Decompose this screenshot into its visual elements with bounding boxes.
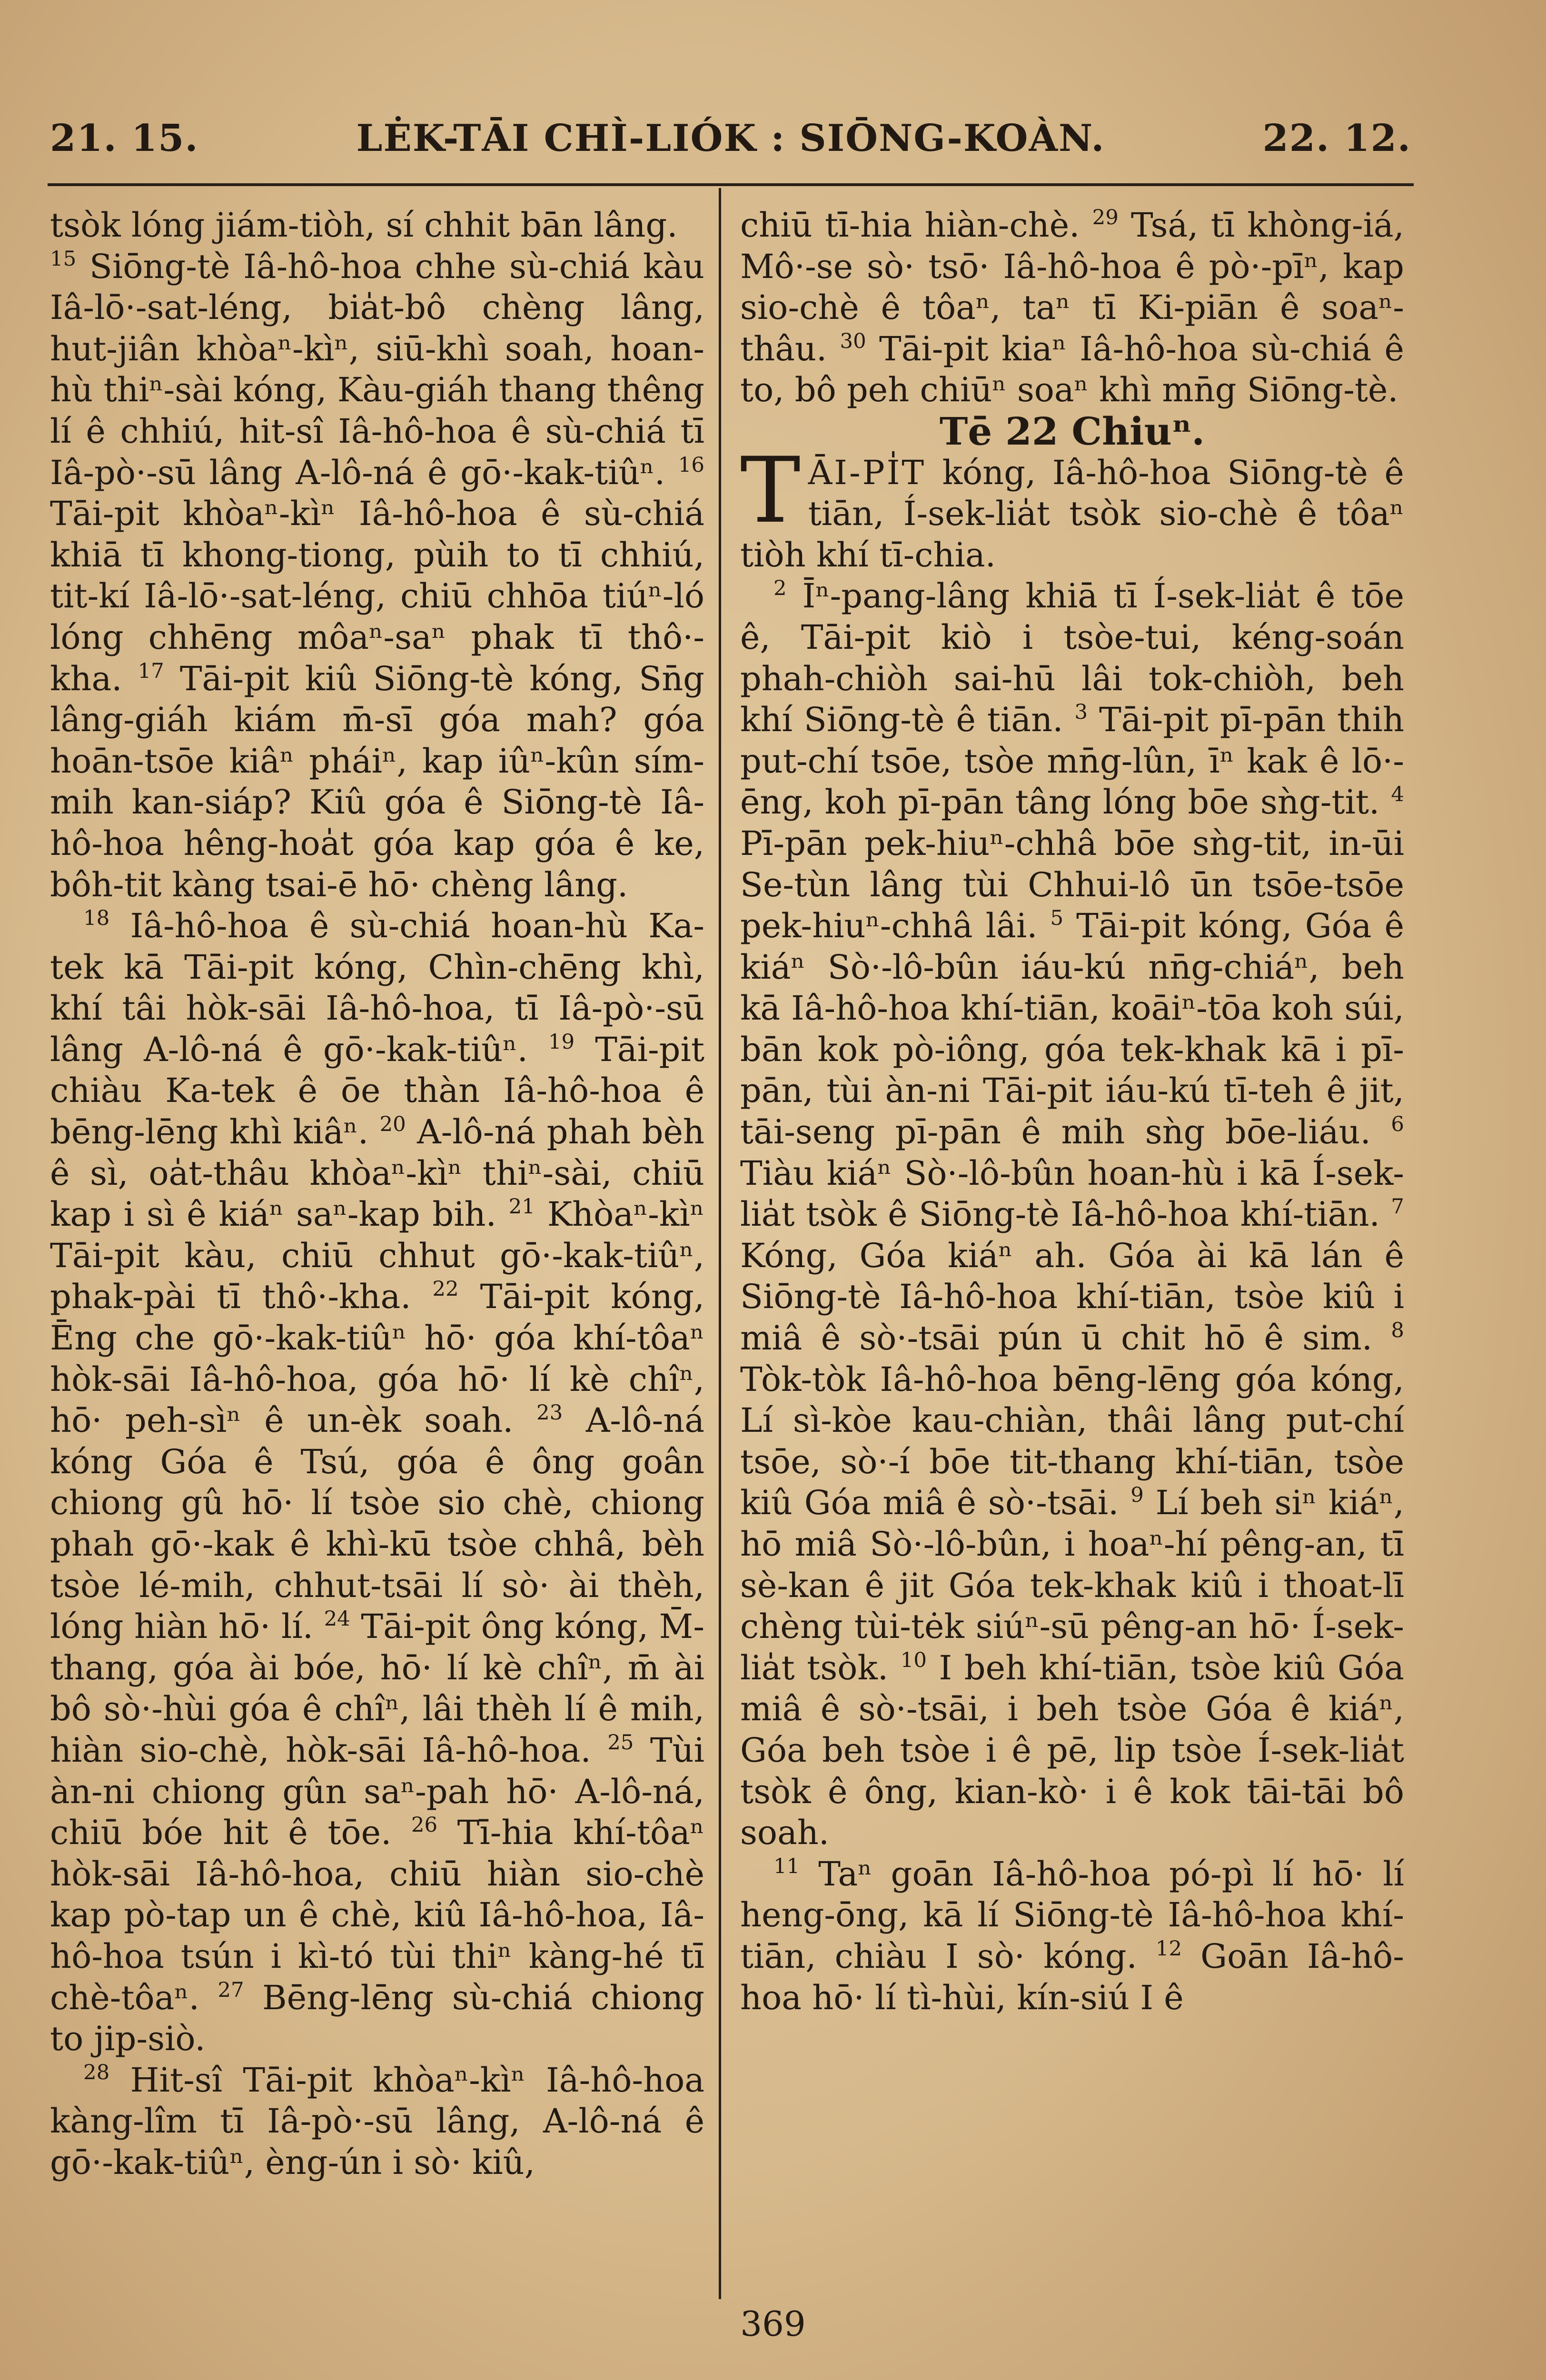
verse-number: 21	[508, 1195, 535, 1219]
verse-text: tsòk lóng jiám-tiòh, sí chhit bān lâng.	[50, 206, 678, 245]
header-chapter-verse-start: 21. 15.	[50, 117, 199, 160]
verse-number: 15	[50, 247, 77, 271]
verse-number: 5	[1050, 906, 1064, 931]
verse-number: 10	[900, 1648, 927, 1672]
verse-number: 17	[138, 659, 164, 683]
drop-cap: T	[740, 437, 801, 543]
verse-number: 27	[218, 1978, 244, 2002]
header-rule	[48, 183, 1414, 186]
verse-number: 18	[83, 906, 110, 931]
verse-number: 22	[432, 1277, 459, 1301]
verse-text: chiū tī-hia hiàn-chè. $^{29}$ Tsá, tī khòng-iá, Mô·-se sò· tsō· Iâ-hô-hoa ê pò·-pīⁿ, kap sio-chè ê tôaⁿ, taⁿ tī Ki-piān ê soaⁿ-thâu. $^{30}$ Tāi-pit kiaⁿ Iâ-hô-hoa sù-chiá ê to, bô peh chiūⁿ soaⁿ khì mn̄g Siōng-tè.	[740, 205, 1404, 410]
verse-number: 20	[379, 1112, 406, 1137]
verse-number: 6	[1391, 1112, 1404, 1137]
verse-number: 12	[1155, 1936, 1182, 1961]
verse-text: $^{28}$ Hit-sî Tāi-pit khòaⁿ-kìⁿ Iâ-hô-hoa kàng-lîm tī Iâ-pò·-sū lâng, A-lô-ná ê gō·-kak-tiûⁿ, èng-ún i sò· kiû,	[50, 2060, 704, 2182]
verse-number: 25	[607, 1730, 634, 1755]
verse-number: 23	[536, 1401, 563, 1425]
verse-number: 7	[1391, 1195, 1404, 1219]
verse-text: $^{11}$ Taⁿ goān Iâ-hô-hoa pó-pì lí hō· lí heng-ōng, kā lí Siōng-tè Iâ-hô-hoa khí-tiān, chiàu I sò· kóng. $^{12}$ Goān Iâ-hô-hoa hō· lí tì-hùi, kín-siú I ê	[740, 1854, 1404, 2017]
verse-number: 29	[1092, 205, 1119, 229]
left-column	[50, 205, 704, 2290]
verse-number: 26	[411, 1813, 438, 1837]
verse-text: $^{18}$ Iâ-hô-hoa ê sù-chiá hoan-hù Ka-tek kā Tāi-pit kóng, Chìn-chēng khì, khí tâi hòk-sāi Iâ-hô-hoa, tī Iâ-pò·-sū lâng A-lô-ná ê gō·-kak-tiûⁿ. $^{19}$ Tāi-pit chiàu Ka-tek ê ōe thàn Iâ-hô-hoa ê bēng-lēng khì kiâⁿ. $^{20}$ A-lô-ná phah bèh ê sì, oa̍t-thâu khòaⁿ-kìⁿ thiⁿ-sài, chiū kap i sì ê kiáⁿ saⁿ-kap bih. $^{21}$ Khòaⁿ-kìⁿ Tāi-pit kàu, chiū chhut gō·-kak-tiûⁿ, phak-pài tī thô·-kha. $^{22}$ Tāi-pit kóng, Ēng che gō·-kak-tiûⁿ hō· góa khí-tôaⁿ hòk-sāi Iâ-hô-hoa, góa hō· lí kè chîⁿ, hō· peh-sìⁿ ê un-èk soah. $^{23}$ A-lô-ná kóng Góa ê Tsú, góa ê ông goân chiong gû hō· lí tsòe sio chè, chiong phah gō·-kak ê khì-kū tsòe chhâ, bèh tsòe lé-mih, chhut-tsāi lí sò· ài thèh, lóng hiàn hō· lí. $^{24}$ Tāi-pit ông kóng, M̄-thang, góa ài bóe, hō· lí kè chîⁿ, m̄ ài bô sò·-hùi góa ê chîⁿ, lâi thèh lí ê mih, hiàn sio-chè, hòk-sāi Iâ-hô-hoa. $^{25}$ Tùi àn-ni chiong gûn saⁿ-pah hō· A-lô-ná, chiū bóe hit ê tōe. $^{26}$ Tī-hia khí-tôaⁿ hòk-sāi Iâ-hô-hoa, chiū hiàn sio-chè kap pò-tap un ê chè, kiû Iâ-hô-hoa, Iâ-hô-hoa tsún i kì-tó tùi thiⁿ kàng-hé tī chè-tôaⁿ. $^{27}$ Bēng-lēng sù-chiá chiong to jip-siò.	[50, 906, 704, 2059]
column-divider	[719, 188, 721, 2299]
page-number: 369	[740, 2304, 806, 2344]
verse-number: 11	[773, 1854, 800, 1878]
chapter-heading: Tē 22 Chiuⁿ.	[939, 408, 1205, 454]
verse-number: 16	[678, 453, 704, 477]
verse-number: 8	[1391, 1319, 1404, 1342]
verse-text: $^2$ Īⁿ-pang-lâng khiā tī Í-sek-lia̍t ê tōe ê, Tāi-pit kiò i tsòe-tui, kéng-soán phah-chiòh sai-hū lâi tok-chiòh, beh khí Siōng-tè ê tiān. $^3$ Tāi-pit pī-pān thih put-chí tsōe, tsòe mn̄g-lûn, īⁿ kak ê lō·-ēng, koh pī-pān tâng lóng bōe sǹg-tit. $^4$ Pī-pān pek-hiuⁿ-chhâ bōe sǹg-tit, in-ūi Se-tùn lâng tùi Chhui-lô ūn tsōe-tsōe pek-hiuⁿ-chhâ lâi. $^5$ Tāi-pit kóng, Góa ê kiáⁿ Sò·-lô-bûn iáu-kú nn̄g-chiáⁿ, beh kā Iâ-hô-hoa khí-tiān, koāiⁿ-tōa koh súi, bān kok pò-iông, góa tek-khak kā i pī-pān, tùi àn-ni Tāi-pit iáu-kú tī-teh ê jit, tāi-seng pī-pān ê mih sǹg bōe-liáu. $^6$ Tiàu kiáⁿ Sò·-lô-bûn hoan-hù i kā Í-sek-lia̍t tsòk ê Siōng-tè Iâ-hô-hoa khí-tiān. $^7$ Kóng, Góa kiáⁿ ah. Góa ài kā lán ê Siōng-tè Iâ-hô-hoa khí-tiān, tsòe kiû i miâ ê sò·-tsāi pún ū chit hō ê sim. $^8$ Tòk-tòk Iâ-hô-hoa bēng-lēng góa kóng, Lí sì-kòe kau-chiàn, thâi lâng put-chí tsōe, sò·-í bōe tit-thang khí-tiān, tsòe kiû Góa miâ ê sò·-tsāi. $^9$ Lí beh siⁿ kiáⁿ, hō miâ Sò·-lô-bûn, i hoaⁿ-hí pêng-an, tī sè-kan ê jit Góa tek-khak kiû i thoat-lī chèng tùi-tėk siúⁿ-sū pêng-an hō· Í-sek-lia̍t tsòk. $^{10}$ I beh khí-tiān, tsòe kiû Góa miâ ê sò·-tsāi, i beh tsòe Góa ê kiáⁿ, Góa beh tsòe i ê pē, lip tsòe Í-sek-lia̍t tsòk ê ông, kian-kò· i ê kok tāi-tāi bô soah.	[740, 576, 1404, 1853]
header-chapter-verse-end: 22. 12.	[1262, 117, 1411, 160]
verse-number: 2	[773, 576, 787, 601]
verse-number: 30	[840, 329, 866, 353]
verse-number: 4	[1391, 783, 1404, 807]
verse-number: 24	[324, 1607, 350, 1631]
verse-number: 19	[548, 1030, 575, 1054]
running-header	[50, 117, 1411, 174]
verse-text: $^{15}$ Siōng-tè Iâ-hô-hoa chhe sù-chiá kàu Iâ-lō·-sat-léng, bia̍t-bô chèng lâng, hut-jiân khòaⁿ-kìⁿ, siū-khì soah, hoan-hù thiⁿ-sài kóng, Kàu-giáh thang thêng lí ê chhiú, hit-sî Iâ-hô-hoa ê sù-chiá tī Iâ-pò·-sū lâng A-lô-ná ê gō·-kak-tiûⁿ. $^{16}$ Tāi-pit khòaⁿ-kìⁿ Iâ-hô-hoa ê sù-chiá khiā tī khong-tiong, pùih to tī chhiú, tit-kí Iâ-lō·-sat-léng, chiū chhōa tiúⁿ-ló lóng chhēng môaⁿ-saⁿ phak tī thô·-kha. $^{17}$ Tāi-pit kiû Siōng-tè kóng, Sn̄g lâng-giáh kiám m̄-sī góa mah? góa hoān-tsōe kiâⁿ pháiⁿ, kap iûⁿ-kûn sím-mih kan-siáp? Kiû góa ê Siōng-tè Iâ-hô-hoa hêng-hoa̍t góa kap góa ê ke, bôh-tit kàng tsai-ē hō· chèng lâng.	[50, 247, 704, 904]
header-title: LĖK-TĀI CHÌ-LIÓK : SIŌNG-KOÀN.	[356, 117, 1105, 160]
chapter-opening: TĀI-PI̍T kóng, Iâ-hô-hoa Siōng-tè ê tiān, Í-sek-lia̍t tsòk sio-chè ê tôaⁿ tiòh khí tī-chia.	[740, 437, 1404, 575]
verse-number: 3	[1074, 700, 1088, 724]
verse-number: 9	[1130, 1483, 1144, 1507]
verse-number: 28	[83, 2060, 110, 2084]
chapter-first-word: ĀI-PI̍T	[808, 453, 926, 492]
right-column	[740, 205, 1404, 2290]
